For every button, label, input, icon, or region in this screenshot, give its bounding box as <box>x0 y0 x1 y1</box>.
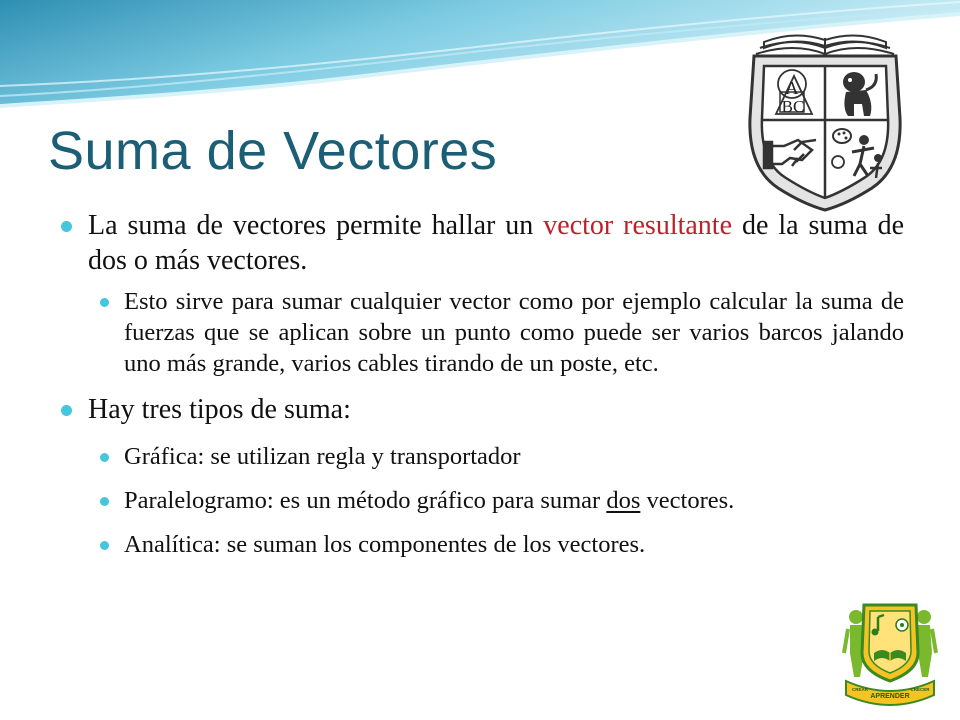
sub-bullet-text: Paralelogramo: es un método gráfico para sumar <box>124 487 607 514</box>
right-word-label: CRECER <box>910 687 930 692</box>
bullet-item <box>58 392 904 427</box>
crest-letter-a: A <box>785 78 799 98</box>
sub-bullet-text: Gráfica: se utilizan regla y transportador <box>124 443 521 470</box>
soccer-ball-icon <box>896 619 908 631</box>
bullet-dot <box>61 221 72 232</box>
sub-bullet-text-tail: vectores. <box>640 487 735 514</box>
bullet-text: La suma de vectores permite hallar un <box>88 210 544 241</box>
left-word-label: CREAR <box>851 687 869 692</box>
sub-bullet-text: Esto sirve para sumar cualquier vector como por ejemplo calcular la suma de fuerzas que se aplican sobre un punto como puede ser varios barcos jalando uno más grande, varios cables tirando de un poste, etc. <box>124 288 904 377</box>
page-title: Suma de Vectores <box>48 121 498 181</box>
sub-bullet-dot <box>100 497 109 506</box>
sub-bullet-dot <box>100 541 109 550</box>
sub-bullet-item <box>58 485 904 516</box>
book-icon <box>756 35 894 56</box>
sub-bullet-item <box>58 441 904 472</box>
aprender-logo <box>842 597 938 707</box>
sub-bullet-dot <box>100 298 109 307</box>
bullet-item <box>58 208 904 278</box>
slide-body <box>58 208 904 560</box>
bullet-dot <box>61 405 72 416</box>
underlined-text: dos <box>606 487 641 514</box>
sub-bullet-item <box>58 529 904 560</box>
bullet-text: Hay tres tipos de suma: <box>88 394 351 425</box>
sub-bullet-text: Analítica: se suman los componentes de los vectores. <box>124 531 646 558</box>
sub-bullet-item <box>58 286 904 379</box>
school-crest-logo <box>742 18 908 214</box>
banner-label: APRENDER <box>870 693 910 700</box>
highlight-text: vector resultante <box>543 210 733 241</box>
bullet-text-tail: de la suma de dos o más vectores. <box>88 210 904 276</box>
crest-letters-bc: BC <box>781 97 805 116</box>
sub-bullet-dot <box>100 453 109 462</box>
